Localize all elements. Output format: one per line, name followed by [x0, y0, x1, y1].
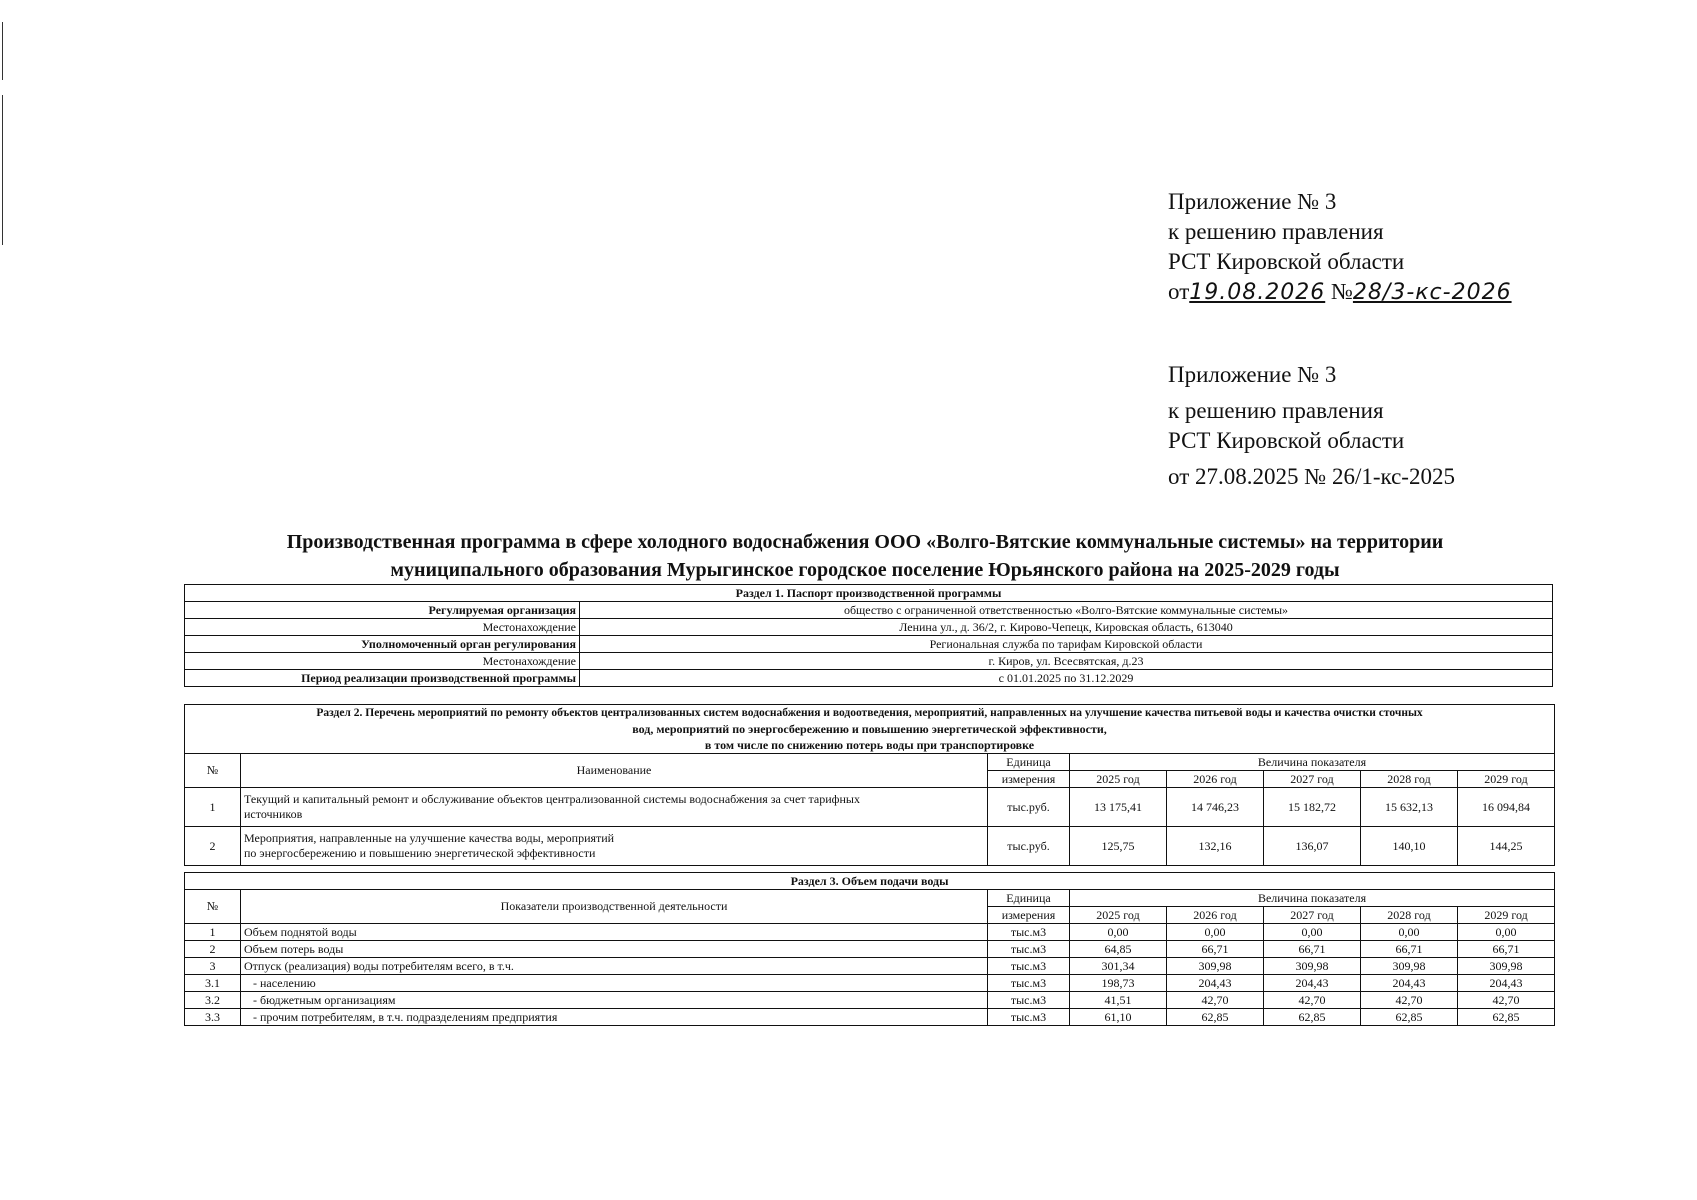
row-value: 0,00: [1361, 924, 1458, 941]
row-num: 3.1: [185, 975, 241, 992]
row-value: 204,43: [1264, 975, 1361, 992]
row-unit: тыс.руб.: [988, 827, 1070, 866]
table-row: [185, 827, 1555, 866]
col-header-year: 2029 год: [1458, 771, 1555, 788]
row-value: 301,34: [1070, 958, 1167, 975]
row-value: 0,00: [1458, 924, 1555, 941]
row-value: 204,43: [1361, 975, 1458, 992]
row-name: - населению: [241, 975, 988, 992]
row-value: 66,71: [1361, 941, 1458, 958]
col-header-value: Величина показателя: [1070, 890, 1555, 907]
table-row: [185, 619, 1553, 636]
col-header-value: Величина показателя: [1070, 754, 1555, 771]
row-value: 204,43: [1458, 975, 1555, 992]
row-unit: тыс.м3: [988, 924, 1070, 941]
row-value: 13 175,41: [1070, 788, 1167, 827]
row-label: Регулируемая организация: [185, 602, 580, 619]
appendix-authority: РСТ Кировской области: [1168, 428, 1405, 453]
col-header-num: №: [185, 754, 241, 788]
row-value: 140,10: [1361, 827, 1458, 866]
title-line-1: Производственная программа в сфере холодного водоснабжения ООО «Волго-Вятские коммунальные системы» на территории: [286, 531, 1444, 553]
row-value: 14 746,23: [1167, 788, 1264, 827]
row-unit: тыс.м3: [988, 1009, 1070, 1026]
row-value: 309,98: [1361, 958, 1458, 975]
row-value: 0,00: [1264, 924, 1361, 941]
row-unit: тыс.руб.: [988, 788, 1070, 827]
row-unit: тыс.м3: [988, 975, 1070, 992]
handwritten-date: 19.08.2026: [1189, 280, 1326, 305]
row-name: Отпуск (реализация) воды потребителям всего, в т.ч.: [241, 958, 988, 975]
row-value: 15 632,13: [1361, 788, 1458, 827]
row-value: 198,73: [1070, 975, 1167, 992]
col-header-year: 2025 год: [1070, 771, 1167, 788]
section3-table: [184, 872, 1555, 1026]
table-row: [185, 924, 1555, 941]
table-row: [185, 958, 1555, 975]
row-value: 42,70: [1167, 992, 1264, 1009]
row-unit: тыс.м3: [988, 992, 1070, 1009]
row-name: - прочим потребителям, в т.ч. подразделениям предприятия: [241, 1009, 988, 1026]
row-label: Уполномоченный орган регулирования: [185, 636, 580, 653]
row-value: Региональная служба по тарифам Кировской области: [580, 636, 1553, 653]
handwritten-number: 28/3-кс-2026: [1352, 280, 1512, 305]
section3-heading: Раздел 3. Объем подачи воды: [185, 873, 1555, 890]
row-value: 62,85: [1458, 1009, 1555, 1026]
col-header-name: Наименование: [241, 754, 988, 788]
row-value: общество с ограниченной ответственностью «Волго-Вятские коммунальные системы»: [580, 602, 1553, 619]
row-num: 1: [185, 924, 241, 941]
row-value: 42,70: [1361, 992, 1458, 1009]
table-row: [185, 670, 1553, 687]
document-title: [180, 528, 1550, 584]
row-value: 62,85: [1264, 1009, 1361, 1026]
appendix-decision: к решению правления: [1168, 219, 1384, 244]
section2-heading-line-2: вод, мероприятий по энергосбережению и повышению энергетической эффективности,: [632, 722, 1107, 736]
row-value: 64,85: [1070, 941, 1167, 958]
section2-table: [184, 704, 1555, 866]
row-value: 42,70: [1264, 992, 1361, 1009]
row-value: 136,07: [1264, 827, 1361, 866]
section2-heading-line-3: в том числе по снижению потерь воды при транспортировке: [704, 738, 1035, 752]
row-name: - бюджетным организациям: [241, 992, 988, 1009]
row-value: 66,71: [1167, 941, 1264, 958]
col-header-year: 2027 год: [1264, 771, 1361, 788]
row-value: 66,71: [1458, 941, 1555, 958]
row-value: 66,71: [1264, 941, 1361, 958]
row-value: 15 182,72: [1264, 788, 1361, 827]
row-value: 62,85: [1361, 1009, 1458, 1026]
row-value: 309,98: [1264, 958, 1361, 975]
row-value: 62,85: [1167, 1009, 1264, 1026]
row-num: 2: [185, 827, 241, 866]
row-value: с 01.01.2025 по 31.12.2029: [580, 670, 1553, 687]
table-row: [185, 992, 1555, 1009]
appendix-old: [1168, 360, 1455, 492]
table-row: [185, 941, 1555, 958]
col-header-year: 2026 год: [1167, 771, 1264, 788]
row-value: г. Киров, ул. Всесвятская, д.23: [580, 653, 1553, 670]
appendix-decision: к решению правления: [1168, 398, 1384, 423]
row-unit: тыс.м3: [988, 958, 1070, 975]
col-header-year: 2025 год: [1070, 907, 1167, 924]
row-value: 16 094,84: [1458, 788, 1555, 827]
appendix-authority: РСТ Кировской области: [1168, 249, 1405, 274]
col-header-year: 2026 год: [1167, 907, 1264, 924]
appendix-from: от: [1168, 279, 1190, 304]
section2-heading-row: [185, 705, 1555, 754]
col-header-unit: Единица: [988, 754, 1070, 771]
table-row: [185, 975, 1555, 992]
row-value: 144,25: [1458, 827, 1555, 866]
row-value: 0,00: [1167, 924, 1264, 941]
row-name-line-1: Текущий и капитальный ремонт и обслуживание объектов централизованной системы водоснабжения за счет тарифных: [244, 792, 860, 806]
col-header-year: 2028 год: [1361, 771, 1458, 788]
col-header-num: №: [185, 890, 241, 924]
section1-table: [184, 584, 1553, 687]
section1-heading: Раздел 1. Паспорт производственной программы: [185, 585, 1553, 602]
row-value: 204,43: [1167, 975, 1264, 992]
row-label: Местонахождение: [185, 619, 580, 636]
row-num: 1: [185, 788, 241, 827]
row-num: 3.3: [185, 1009, 241, 1026]
appendix-number-sign: №: [1330, 279, 1353, 304]
row-value: Ленина ул., д. 36/2, г. Кирово-Чепецк, Кировская область, 613040: [580, 619, 1553, 636]
row-value: 125,75: [1070, 827, 1167, 866]
row-unit: тыс.м3: [988, 941, 1070, 958]
row-label: Местонахождение: [185, 653, 580, 670]
scan-margin-line: [2, 22, 3, 80]
row-name: [241, 788, 988, 827]
row-num: 2: [185, 941, 241, 958]
appendix-title: Приложение № 3: [1168, 362, 1337, 387]
appendix-date-number: [1168, 277, 1512, 308]
col-header-name: Показатели производственной деятельности: [241, 890, 988, 924]
row-name: Объем поднятой воды: [241, 924, 988, 941]
row-name: Объем потерь воды: [241, 941, 988, 958]
section1-heading-row: [185, 585, 1553, 602]
col-header-unit-2: измерения: [988, 771, 1070, 788]
table-row: [185, 653, 1553, 670]
row-num: 3.2: [185, 992, 241, 1009]
table-row: [185, 788, 1555, 827]
row-num: 3: [185, 958, 241, 975]
row-value: 309,98: [1458, 958, 1555, 975]
row-value: 132,16: [1167, 827, 1264, 866]
row-name: [241, 827, 988, 866]
col-header-year: 2029 год: [1458, 907, 1555, 924]
row-value: 0,00: [1070, 924, 1167, 941]
appendix-new: [1168, 187, 1512, 308]
table-row: [185, 602, 1553, 619]
title-line-2: муниципального образования Мурыгинское городское поселение Юрьянского района на 2025-2029 годы: [390, 559, 1340, 581]
row-value: 42,70: [1458, 992, 1555, 1009]
row-name-line-2: по энергосбережению и повышению энергетической эффективности: [244, 846, 596, 860]
appendix-title: Приложение № 3: [1168, 189, 1337, 214]
row-label: Период реализации производственной программы: [185, 670, 580, 687]
col-header-unit-2: измерения: [988, 907, 1070, 924]
row-value: 309,98: [1167, 958, 1264, 975]
col-header-unit: Единица: [988, 890, 1070, 907]
section2-heading-line-1: Раздел 2. Перечень мероприятий по ремонту объектов централизованных систем водоснабжения и водоотведения, мероприятий, направленных на улучшение качества питьевой воды и качества очистки сточных: [316, 707, 1423, 719]
scan-margin-line: [2, 95, 3, 245]
row-name-line-2: источников: [244, 807, 303, 821]
header-row: [185, 754, 1555, 771]
table-row: [185, 636, 1553, 653]
row-value: 41,51: [1070, 992, 1167, 1009]
table-row: [185, 1009, 1555, 1026]
row-value: 61,10: [1070, 1009, 1167, 1026]
section2-heading: [185, 705, 1555, 754]
header-row: [185, 890, 1555, 907]
row-name-line-1: Мероприятия, направленные на улучшение качества воды, мероприятий: [244, 831, 615, 845]
col-header-year: 2028 год: [1361, 907, 1458, 924]
section3-heading-row: [185, 873, 1555, 890]
col-header-year: 2027 год: [1264, 907, 1361, 924]
appendix-date-number: от 27.08.2025 № 26/1-кс-2025: [1168, 464, 1455, 489]
